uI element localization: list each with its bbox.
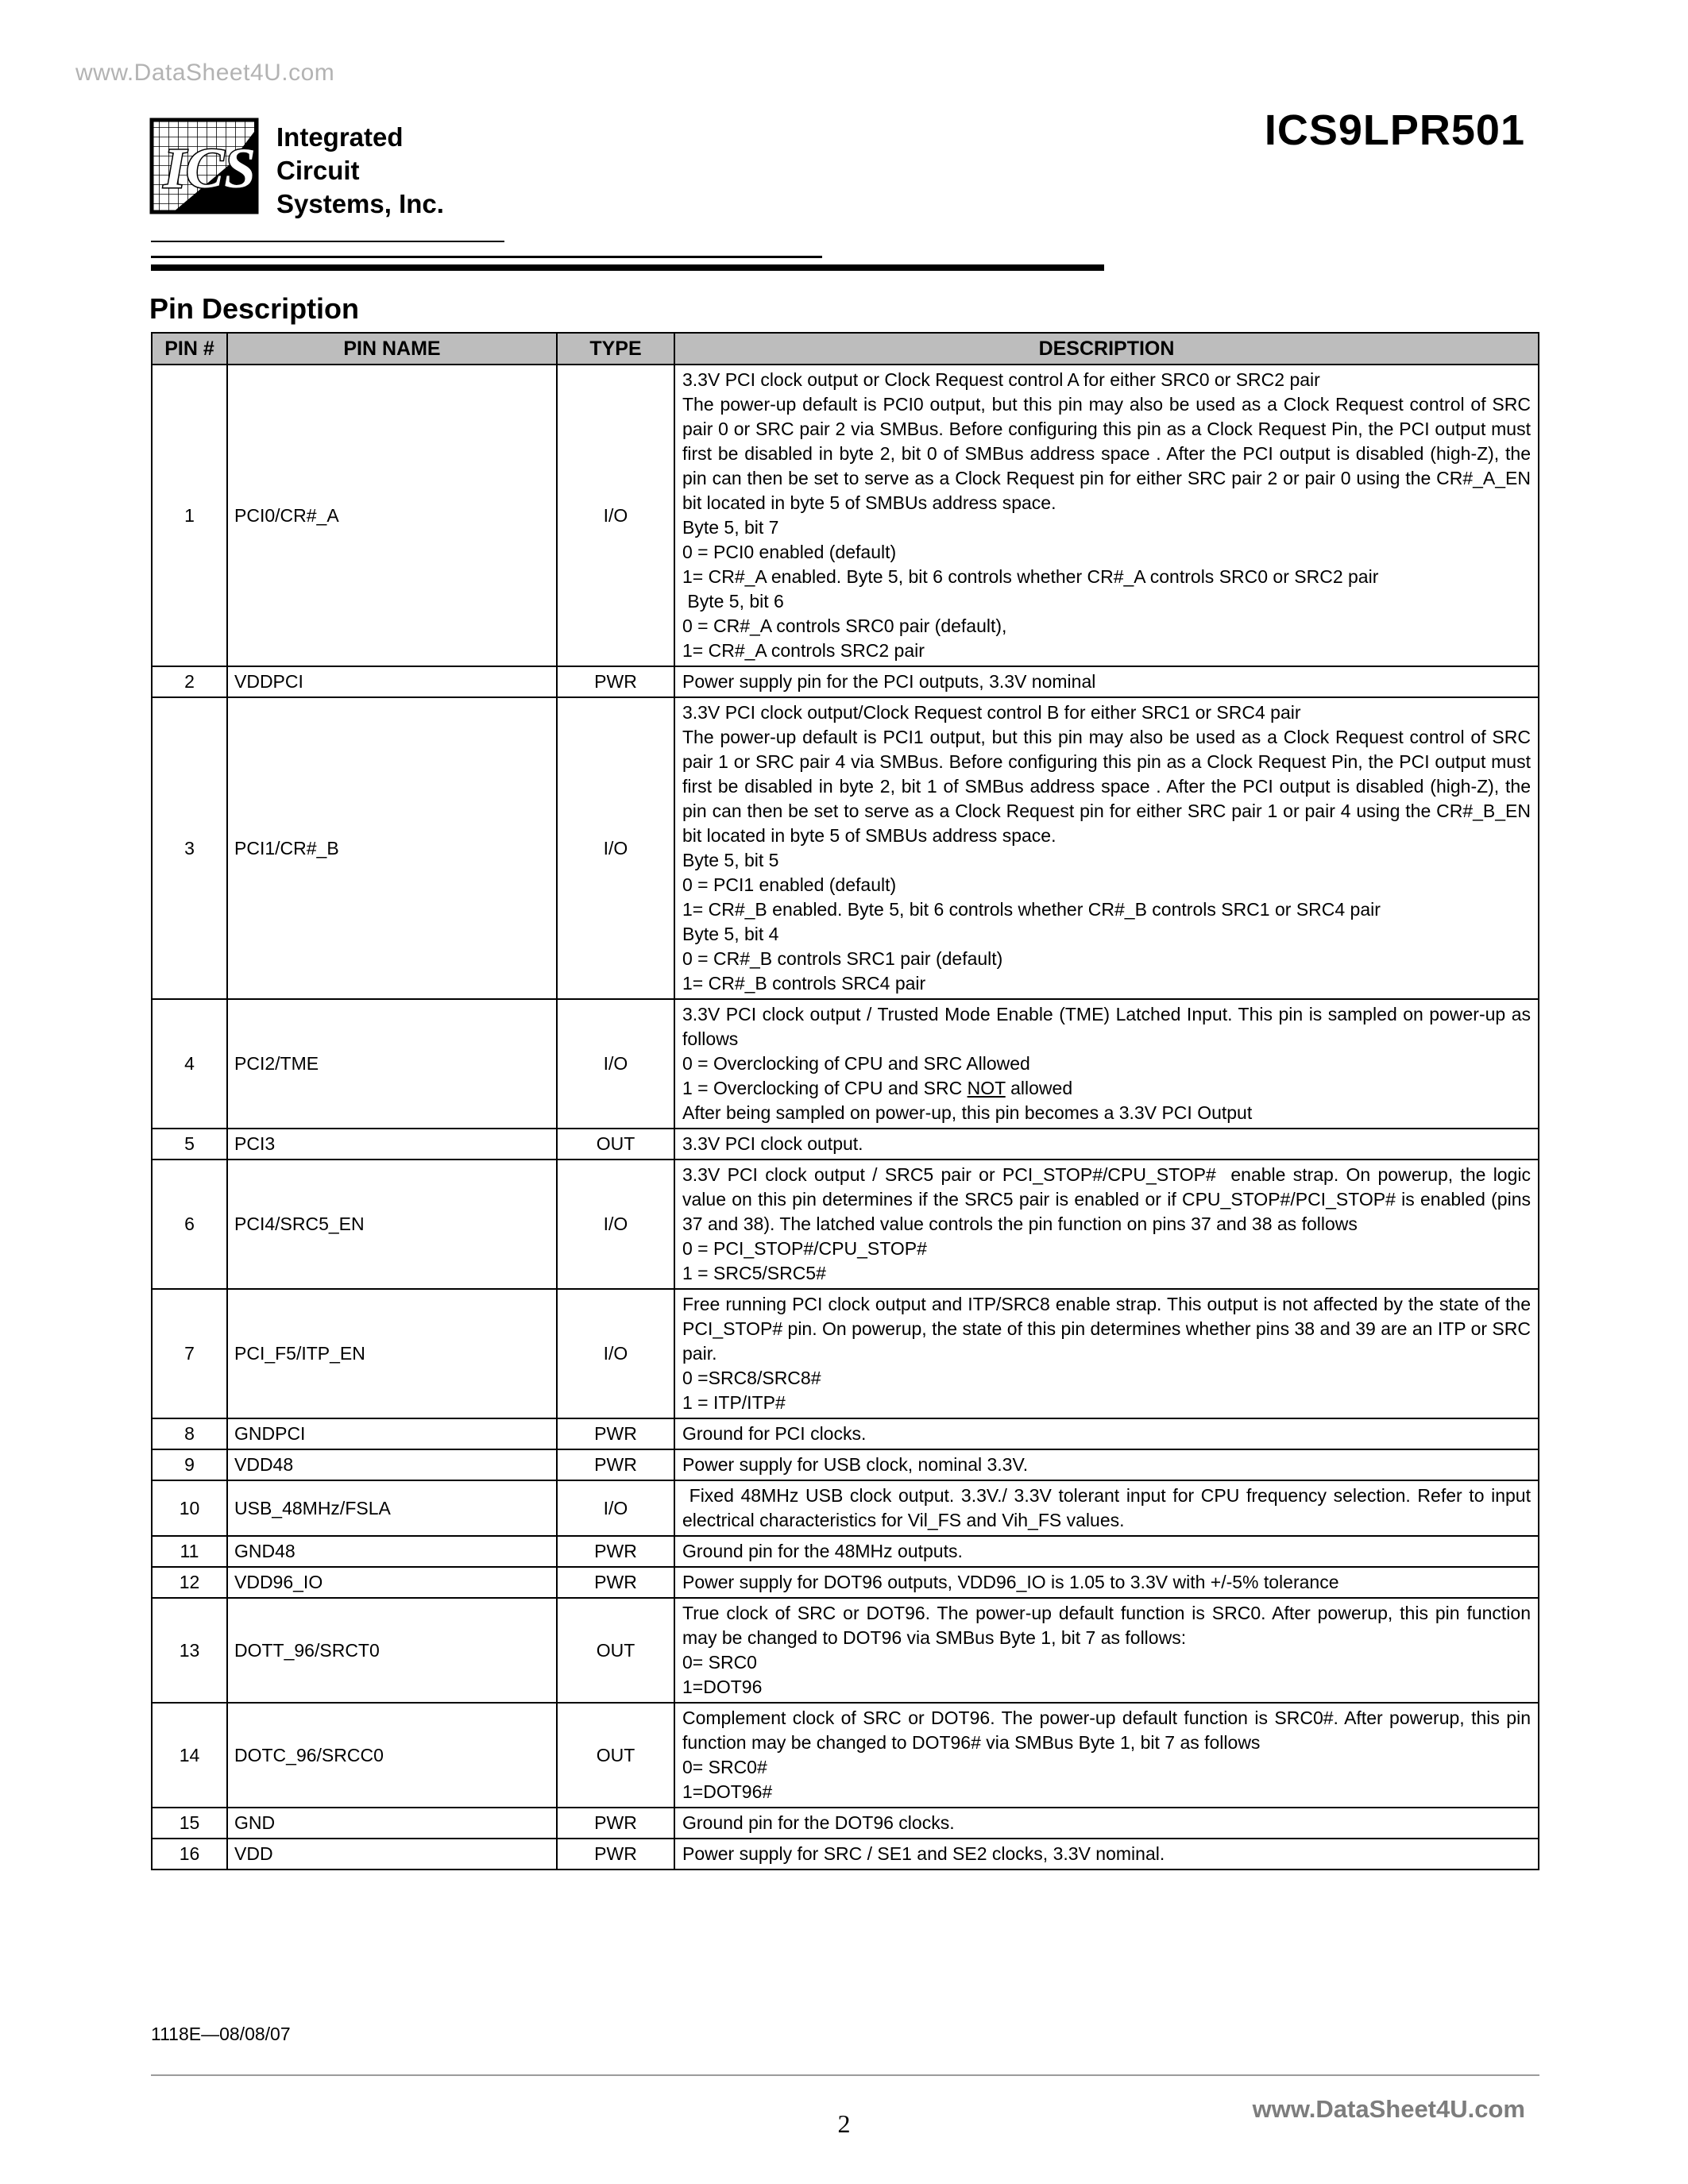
description-line: 0 = PCI1 enabled (default) (682, 874, 897, 895)
company-name (276, 121, 444, 221)
pin-row (152, 1703, 1539, 1808)
pin-row (152, 697, 1539, 999)
description-line: 0 = PCI_STOP#/CPU_STOP# (682, 1238, 927, 1259)
part-number: ICS9LPR501 (1264, 106, 1525, 154)
pin-number-cell: 11 (152, 1536, 227, 1567)
pin-description-cell (674, 1839, 1539, 1870)
pin-number-cell: 16 (152, 1839, 227, 1870)
pin-description-cell (674, 1449, 1539, 1480)
pin-name-cell: GND48 (227, 1536, 557, 1567)
pin-description-cell (674, 697, 1539, 999)
description-line: 3.3V PCI clock output. (682, 1133, 863, 1154)
letterhead-rule-thick (151, 264, 1104, 271)
column-header-pin-: PIN # (152, 333, 227, 365)
description-line: Power supply for SRC / SE1 and SE2 clocks, 3.3V nominal. (682, 1843, 1165, 1864)
pin-type-cell: PWR (557, 1808, 674, 1839)
description-line: The power-up default is PCI0 output, but this pin may also be used as a Clock Request control of SRC pair 0 or SRC pair 2 via SMBus. Before configuring this pin as a Clock Request Pin, the PCI output must first be disabled in byte 2, bit 0 of SMBus address space . After the PCI output is disabled (high-Z), the pin can then be set to serve as a Clock Request pin for either SRC pair 2 or pair 0 using the CR#_A_EN bit located in byte 5 of SMBUs address space. (682, 394, 1536, 513)
description-line: 0 = PCI0 enabled (default) (682, 542, 897, 562)
pin-type-cell: PWR (557, 1449, 674, 1480)
pin-row (152, 1418, 1539, 1449)
pin-name-cell: VDD (227, 1839, 557, 1870)
description-line: The power-up default is PCI1 output, but this pin may also be used as a Clock Request control of SRC pair 1 or SRC pair 4 via SMBus. Before configuring this pin as a Clock Request Pin, the PCI output must first be disabled in byte 2, bit 1 of SMBus address space . After the PCI output is disabled (high-Z), the pin can then be set to serve as a Clock Request pin for either SRC pair 1 or pair 4 using the CR#_B_EN bit located in byte 5 of SMBUs address space. (682, 727, 1536, 846)
column-header-type: TYPE (557, 333, 674, 365)
description-line: Power supply pin for the PCI outputs, 3.3V nominal (682, 671, 1096, 692)
pin-name-cell: PCI_F5/ITP_EN (227, 1289, 557, 1418)
pin-description-cell (674, 1536, 1539, 1567)
pin-description-cell (674, 999, 1539, 1129)
pin-row (152, 1598, 1539, 1703)
pin-name-cell: PCI4/SRC5_EN (227, 1160, 557, 1289)
pin-description-cell (674, 365, 1539, 666)
ics-logo-icon (149, 118, 259, 214)
svg-text:ICS: ICS (164, 137, 257, 200)
column-header-pin-name: PIN NAME (227, 333, 557, 365)
description-line: Byte 5, bit 7 (682, 517, 779, 538)
pin-number-cell: 7 (152, 1289, 227, 1418)
pin-type-cell: I/O (557, 1289, 674, 1418)
description-line: 3.3V PCI clock output / SRC5 pair or PCI_STOP#/CPU_STOP# enable strap. On powerup, the logic value on this pin determines if the SRC5 pair is enabled or if CPU_STOP#/PCI_STOP# is enabled (pins 37 and 38). The latched value controls the pin function on pins 37 and 38 as follows (682, 1164, 1536, 1234)
description-line: 3.3V PCI clock output/Clock Request control B for either SRC1 or SRC4 pair (682, 702, 1301, 723)
pin-type-cell: I/O (557, 365, 674, 666)
description-line: Byte 5, bit 4 (682, 924, 779, 944)
pin-type-cell: OUT (557, 1703, 674, 1808)
pin-type-cell: I/O (557, 1480, 674, 1536)
pin-number-cell: 13 (152, 1598, 227, 1703)
description-line: Fixed 48MHz USB clock output. 3.3V./ 3.3V tolerant input for CPU frequency selection. Refer to input electrical characteristics for Vil_FS and Vih_FS values. (682, 1485, 1536, 1530)
pin-type-cell: PWR (557, 1567, 674, 1598)
pin-number-cell: 5 (152, 1129, 227, 1160)
pin-type-cell: OUT (557, 1598, 674, 1703)
description-line: 0= SRC0 (682, 1652, 757, 1673)
description-line: 1= CR#_A controls SRC2 pair (682, 640, 925, 661)
page-title: Pin Description (149, 292, 360, 325)
description-line: 3.3V PCI clock output / Trusted Mode Enable (TME) Latched Input. This pin is sampled on power-up as follows (682, 1004, 1536, 1049)
pin-row (152, 1449, 1539, 1480)
pin-row (152, 1480, 1539, 1536)
pin-number-cell: 6 (152, 1160, 227, 1289)
pin-description-cell (674, 1808, 1539, 1839)
pin-description-cell (674, 1598, 1539, 1703)
description-line: 1=DOT96# (682, 1781, 773, 1802)
description-line: Ground pin for the 48MHz outputs. (682, 1541, 963, 1561)
pin-description-cell (674, 1160, 1539, 1289)
pin-number-cell: 10 (152, 1480, 227, 1536)
pin-row (152, 1160, 1539, 1289)
pin-number-cell: 2 (152, 666, 227, 697)
pin-number-cell: 12 (152, 1567, 227, 1598)
description-line: 1 = Overclocking of CPU and SRC NOT allowed (682, 1078, 1073, 1098)
description-line: 0 = Overclocking of CPU and SRC Allowed (682, 1053, 1030, 1074)
description-line: 1 = SRC5/SRC5# (682, 1263, 826, 1283)
pin-description-cell (674, 1289, 1539, 1418)
pin-row (152, 666, 1539, 697)
pin-description-cell (674, 1567, 1539, 1598)
pin-name-cell: GND (227, 1808, 557, 1839)
description-line: Ground for PCI clocks. (682, 1423, 867, 1444)
description-line: Free running PCI clock output and ITP/SRC8 enable strap. This output is not affected by the state of the PCI_STOP# pin. On powerup, the state of this pin determines whether pins 38 and 39 are an ITP or SRC pair. (682, 1294, 1536, 1364)
description-line: 0 = CR#_A controls SRC0 pair (default), (682, 615, 1007, 636)
pin-type-cell: PWR (557, 666, 674, 697)
pin-name-cell: PCI2/TME (227, 999, 557, 1129)
pin-number-cell: 4 (152, 999, 227, 1129)
description-line: Byte 5, bit 5 (682, 850, 779, 870)
description-line: 1= CR#_B controls SRC4 pair (682, 973, 926, 994)
description-line: 0 =SRC8/SRC8# (682, 1368, 821, 1388)
description-line: 1= CR#_B enabled. Byte 5, bit 6 controls whether CR#_B controls SRC1 or SRC4 pair (682, 899, 1381, 920)
pin-number-cell: 14 (152, 1703, 227, 1808)
pin-row (152, 1536, 1539, 1567)
table-header-row (152, 333, 1539, 365)
pin-row (152, 1129, 1539, 1160)
description-line: 1= CR#_A enabled. Byte 5, bit 6 controls whether CR#_A controls SRC0 or SRC2 pair (682, 566, 1379, 587)
top-watermark: www.DataSheet4U.com (75, 60, 335, 86)
pin-description-cell (674, 1129, 1539, 1160)
description-line: Ground pin for the DOT96 clocks. (682, 1812, 955, 1833)
page-number: 2 (837, 2109, 851, 2138)
description-line: True clock of SRC or DOT96. The power-up default function is SRC0. After powerup, this pin function may be changed to DOT96 via SMBus Byte 1, bit 7 as follows: (682, 1603, 1536, 1648)
pin-type-cell: I/O (557, 1160, 674, 1289)
description-line: After being sampled on power-up, this pin becomes a 3.3V PCI Output (682, 1102, 1253, 1123)
description-line: 0 = CR#_B controls SRC1 pair (default) (682, 948, 1003, 969)
pin-description-cell (674, 1480, 1539, 1536)
pin-number-cell: 1 (152, 365, 227, 666)
description-line: Power supply for USB clock, nominal 3.3V. (682, 1454, 1029, 1475)
pin-description-cell (674, 1418, 1539, 1449)
pin-row (152, 1839, 1539, 1870)
description-line: 0= SRC0# (682, 1757, 767, 1777)
bottom-watermark: www.DataSheet4U.com (1252, 2095, 1525, 2123)
description-line: 1 = ITP/ITP# (682, 1392, 786, 1413)
pin-row (152, 1808, 1539, 1839)
description-line: 1=DOT96 (682, 1677, 763, 1697)
pin-row (152, 365, 1539, 666)
pin-name-cell: DOTC_96/SRCC0 (227, 1703, 557, 1808)
pin-name-cell: DOTT_96/SRCT0 (227, 1598, 557, 1703)
pin-name-cell: PCI0/CR#_A (227, 365, 557, 666)
pin-number-cell: 3 (152, 697, 227, 999)
pin-type-cell: I/O (557, 697, 674, 999)
company-name-line3: Systems, Inc. (276, 189, 444, 218)
pin-type-cell: PWR (557, 1536, 674, 1567)
pin-type-cell: PWR (557, 1418, 674, 1449)
pin-name-cell: USB_48MHz/FSLA (227, 1480, 557, 1536)
company-name-line2: Circuit (276, 156, 360, 185)
pin-name-cell: VDDPCI (227, 666, 557, 697)
pin-name-cell: VDD96_IO (227, 1567, 557, 1598)
pin-description-cell (674, 666, 1539, 697)
letterhead-rule-medium (151, 256, 822, 258)
pin-name-cell: PCI3 (227, 1129, 557, 1160)
pin-description-cell (674, 1703, 1539, 1808)
pin-type-cell: OUT (557, 1129, 674, 1160)
description-line: Byte 5, bit 6 (682, 591, 784, 612)
pin-row (152, 999, 1539, 1129)
footer-rule (151, 2074, 1539, 2076)
column-header-description: DESCRIPTION (674, 333, 1539, 365)
description-line: Power supply for DOT96 outputs, VDD96_IO is 1.05 to 3.3V with +/-5% tolerance (682, 1572, 1339, 1592)
pin-number-cell: 8 (152, 1418, 227, 1449)
pin-number-cell: 9 (152, 1449, 227, 1480)
pin-type-cell: PWR (557, 1839, 674, 1870)
pin-number-cell: 15 (152, 1808, 227, 1839)
document-code: 1118E—08/08/07 (151, 2024, 291, 2044)
letterhead-rule-short (151, 241, 504, 242)
pin-name-cell: GNDPCI (227, 1418, 557, 1449)
pin-row (152, 1289, 1539, 1418)
pin-type-cell: I/O (557, 999, 674, 1129)
description-line: 3.3V PCI clock output or Clock Request control A for either SRC0 or SRC2 pair (682, 369, 1320, 390)
company-name-line1: Integrated (276, 122, 404, 152)
pin-row (152, 1567, 1539, 1598)
pin-description-table (151, 332, 1539, 1870)
pin-name-cell: VDD48 (227, 1449, 557, 1480)
description-line: Complement clock of SRC or DOT96. The power-up default function is SRC0#. After powerup, this pin function may be changed to DOT96# via SMBus Byte 1, bit 7 as follows (682, 1707, 1536, 1753)
pin-name-cell: PCI1/CR#_B (227, 697, 557, 999)
